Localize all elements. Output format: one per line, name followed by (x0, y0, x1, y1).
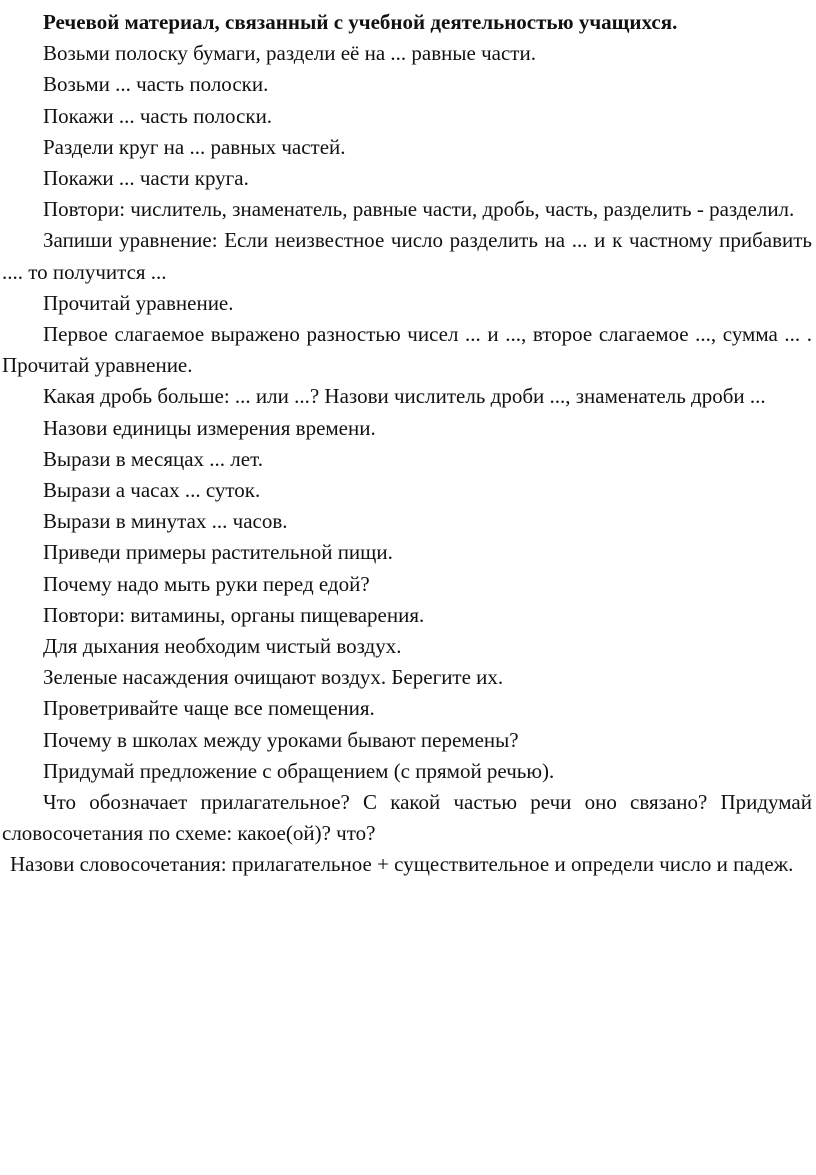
paragraph-take-part: Возьми ... часть полоски. (43, 72, 269, 97)
paragraph-time-units: Назови единицы измерения времени. (43, 415, 376, 440)
paragraph-school-breaks: Почему в школах между уроками бывают перемены? (43, 727, 519, 752)
paragraph-divide-circle: Раздели круг на ... равных частей. (43, 134, 346, 159)
paragraph-clean-air: Для дыхания необходим чистый воздух. (43, 634, 402, 659)
paragraph-repeat-terms: Повтори: числитель, знаменатель, равные части, дробь, часть, разделить - разделил. (43, 197, 795, 222)
paragraph-direct-speech: Придумай предложение с обращением (с прямой речью). (43, 758, 555, 783)
paragraph-vitamins: Повтори: витамины, органы пищеварения. (43, 602, 425, 627)
paragraph-first-addend: Первое слагаемое выражено разностью чисел ... и ..., второе слагаемое ..., сумма ... . Прочитай уравнение. (2, 322, 812, 378)
paragraph-show-circle-parts: Покажи ... части круга. (43, 166, 249, 191)
paragraph-read-equation: Прочитай уравнение. (43, 290, 234, 315)
paragraph-green-plants: Зеленые насаждения очищают воздух. Берегите их. (43, 665, 504, 690)
paragraph-hours: Вырази а часах ... суток. (43, 478, 261, 503)
paragraph-wash-hands: Почему надо мыть руки перед едой? (43, 571, 370, 596)
paragraph-write-equation: Запиши уравнение: Если неизвестное число разделить на ... и к частному прибавить .... то получится ... (2, 228, 812, 284)
paragraph-word-combinations: Назови словосочетания: прилагательное + существительное и определи число и падеж. (10, 852, 794, 877)
document-heading: Речевой материал, связанный с учебной деятельностью учащихся. (43, 10, 678, 34)
paragraph-plant-food: Приведи примеры растительной пищи. (43, 540, 393, 565)
paragraph-months: Вырази в месяцах ... лет. (43, 446, 263, 471)
paragraph-strip-divide: Возьми полоску бумаги, раздели её на ... равные части. (43, 41, 536, 66)
paragraph-ventilate: Проветривайте чаще все помещения. (43, 696, 375, 721)
paragraph-adjective: Что обозначает прилагательное? С какой частью речи оно связано? Придумай словосочетания по схеме: какое(ой)? что? (2, 790, 812, 846)
paragraph-minutes: Вырази в минутах ... часов. (43, 509, 288, 534)
paragraph-show-part: Покажи ... часть полоски. (43, 103, 273, 128)
paragraph-which-fraction: Какая дробь больше: ... или ...? Назови числитель дроби ..., знаменатель дроби ... (43, 384, 766, 409)
